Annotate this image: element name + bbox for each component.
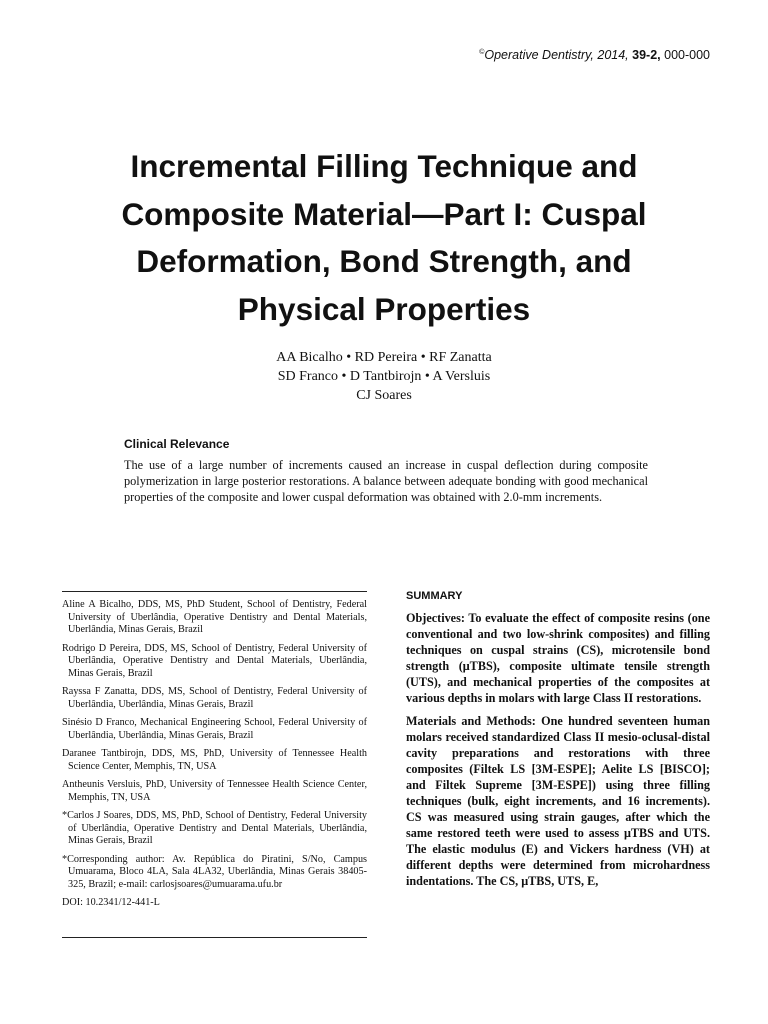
author-list [0, 348, 768, 405]
article-title [0, 143, 768, 333]
author-line: SD Franco • D Tantbirojn • A Versluis [277, 369, 491, 384]
journal-pages: 000-000 [664, 48, 710, 62]
corresponding-author: *Corresponding author: Av. República do Piratini, S/No, Campus Umuarama, Bloco 4LA, Sala 4LA32, Uberlândia, Minas Gerais 38405-325, Brazil; e-mail: carlosjsoares@umuarama.ufu.br [62, 853, 367, 890]
affiliations-top-divider [62, 591, 367, 592]
author-line: AA Bicalho • RD Pereira • RF Zanatta [276, 350, 492, 365]
summary-section [406, 590, 710, 896]
objectives-paragraph [406, 610, 710, 706]
objectives-text: : To evaluate the effect of composite resins (one conventional and two low-shrink composites) and filling techniques on cuspal strains (CS), microtensile bond strength (μTBS), composite ultimate tensile strength (UTS), and mechanical properties of the composites at various depths in molars with large Class II restorations. [406, 611, 710, 705]
affiliations-column [62, 599, 367, 910]
clinical-relevance-heading: Clinical Relevance [124, 437, 230, 451]
author-line: CJ Soares [356, 388, 412, 403]
affiliation-item: Daranee Tantbirojn, DDS, MS, PhD, University of Tennessee Health Science Center, Memphis, TN, USA [62, 748, 367, 772]
doi-link[interactable]: DOI: 10.2341/12-441-L [62, 897, 160, 908]
methods-paragraph [406, 713, 710, 889]
affiliation-item: Aline A Bicalho, DDS, MS, PhD Student, School of Dentistry, Federal University of Uberlândia, Operative Dentistry and Dental Materials, Uberlândia, Minas Gerais, Brazil [62, 599, 367, 635]
journal-citation [479, 48, 710, 62]
journal-volume: 39-2, [632, 48, 661, 62]
methods-text: : One hundred seventeen human molars received standardized Class II mesio-oclusal-distal cavity preparations and restorations with three composites (Filtek LS [3M-ESPE]; Aelite LS [BISCO]; and Filtek Supreme [3M-ESPE]) using three filling techniques (bulk, eight increments, and 16 increments). CS was measured using strain gauges, after which the same restored teeth were used to assess μTBS and UTS. The elastic modulus (E) and Vickers hardness (VH) at different depths were determined from microhardness indentations. The CS, μTBS, UTS, E, [406, 714, 710, 888]
copyright-symbol: © [479, 48, 485, 56]
title-line: Deformation, Bond Strength, and [136, 243, 632, 279]
title-line: Composite Material—Part I: Cuspal [121, 195, 647, 232]
affiliation-item: Rayssa F Zanatta, DDS, MS, School of Dentistry, Federal University of Uberlândia, Uberlândia, Minas Gerais, Brazil [62, 686, 367, 710]
clinical-relevance-box [124, 437, 648, 505]
clinical-relevance-text: The use of a large number of increments caused an increase in cuspal deflection during composite polymerization in large posterior restorations. A balance between adequate bonding with good mechanical properties of the composite and lower cuspal deformation was obtained with 2.0-mm increments. [124, 458, 648, 504]
journal-name: Operative Dentistry, 2014, [484, 48, 629, 62]
affiliation-item: Rodrigo D Pereira, DDS, MS, School of Dentistry, Federal University of Uberlândia, Operative Dentistry and Dental Materials, Uberlândia, Minas Gerais, Brazil [62, 642, 367, 679]
summary-heading: SUMMARY [406, 590, 463, 602]
affiliation-item: Antheunis Versluis, PhD, University of Tennessee Health Science Center, Memphis, TN, USA [62, 779, 367, 803]
affiliation-item: Sinésio D Franco, Mechanical Engineering School, Federal University of Uberlândia, Uberlândia, Minas Gerais, Brazil [62, 717, 367, 741]
objectives-label: Objectives [406, 611, 461, 625]
title-line: Incremental Filling Technique and [130, 148, 638, 184]
affiliation-item: *Carlos J Soares, DDS, MS, PhD, School of Dentistry, Federal University of Uberlândia, Operative Dentistry and Dental Materials, Uberlândia, Minas Gerais, Brazil [62, 810, 367, 846]
methods-label: Materials and Methods [406, 714, 532, 728]
title-line: Physical Properties [237, 290, 531, 327]
affiliations-bottom-divider [62, 937, 367, 938]
